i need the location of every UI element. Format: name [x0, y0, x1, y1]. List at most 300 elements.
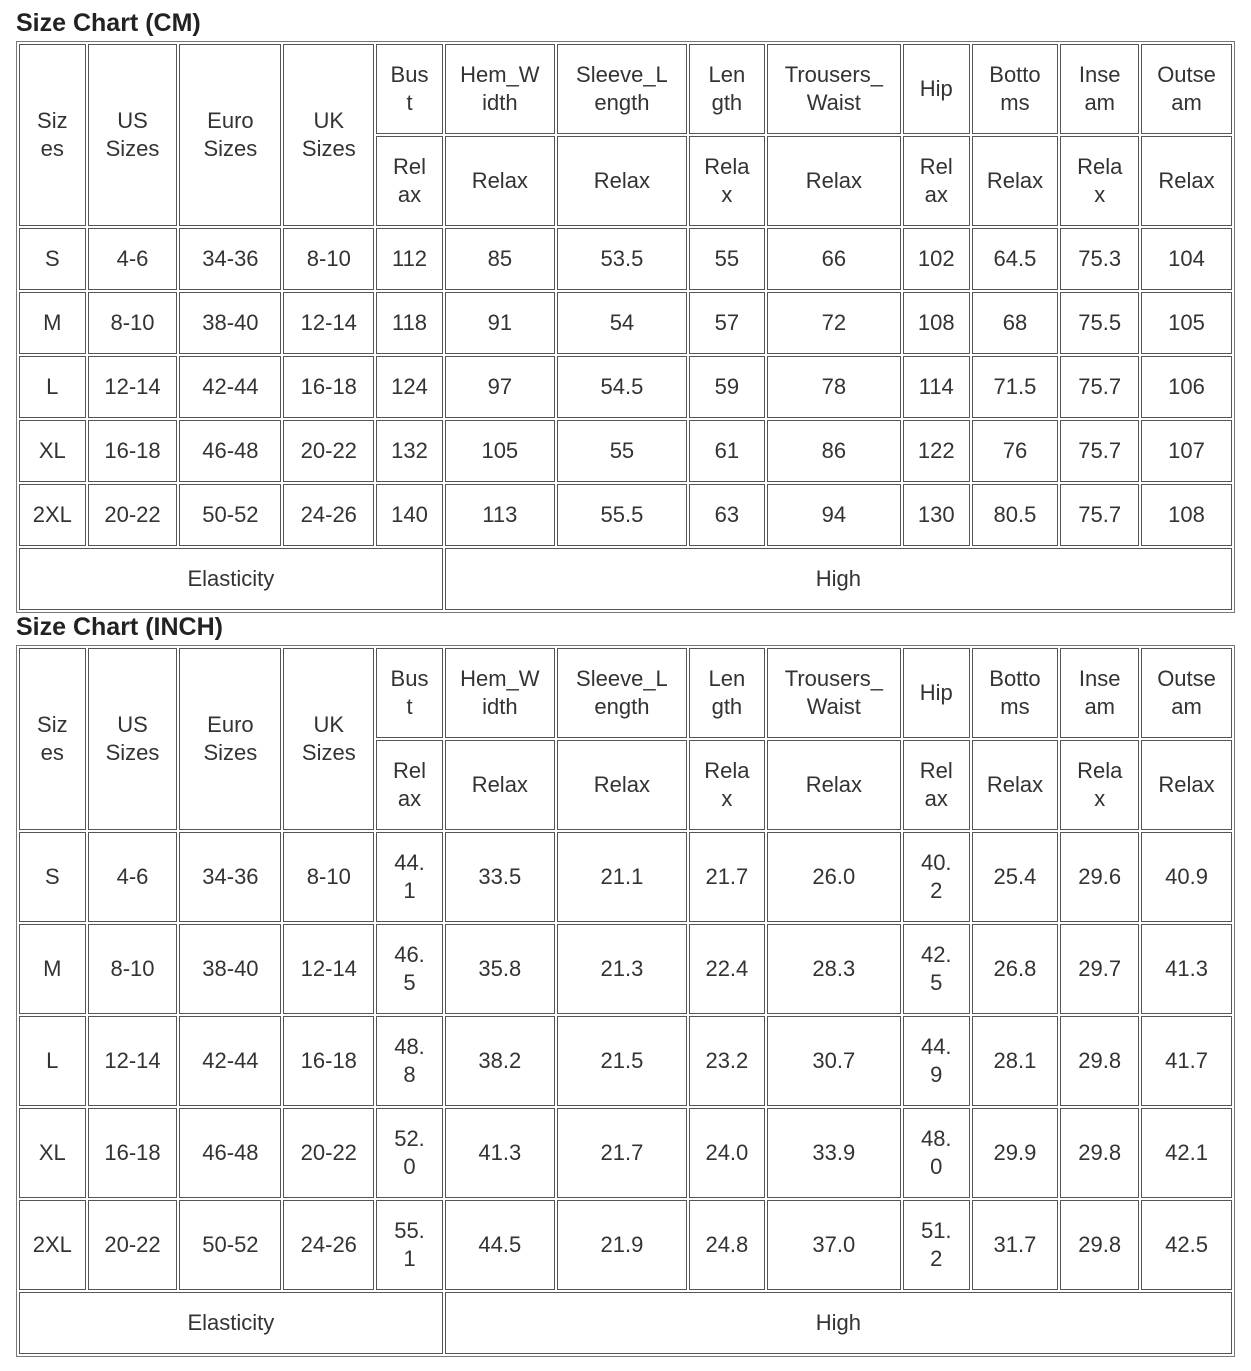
- elasticity-value: High: [445, 1292, 1232, 1354]
- table-cell: [179, 924, 281, 1014]
- table-cell: [903, 1200, 970, 1290]
- table-cell: [903, 1108, 970, 1198]
- table-cell: [445, 1108, 555, 1198]
- measure-header-text: Bus: [390, 666, 429, 691]
- table-cell: [88, 228, 178, 290]
- table-cell: [767, 420, 901, 482]
- table-cell-text: 50-52: [202, 1232, 259, 1257]
- column-header-text: US: [117, 712, 148, 737]
- table-cell-text: 35.8: [478, 956, 522, 981]
- table-cell-text: 46-48: [202, 1140, 259, 1165]
- measure-header-text: ms: [1000, 90, 1030, 115]
- table-cell-text: M: [43, 956, 62, 981]
- table-cell: [445, 292, 555, 354]
- table-cell: [88, 1200, 178, 1290]
- table-row: [19, 1108, 1232, 1198]
- table-cell: [903, 356, 970, 418]
- table-cell: [972, 356, 1059, 418]
- table-cell-text: 105: [1168, 310, 1205, 335]
- fit-header-text: x: [721, 182, 733, 207]
- table-cell: [88, 1108, 178, 1198]
- table-cell-text: 1: [403, 1246, 416, 1271]
- table-cell: [376, 1108, 443, 1198]
- table-cell: [1060, 484, 1139, 546]
- table-cell-text: 20-22: [300, 1140, 357, 1165]
- measure-header-text: am: [1171, 694, 1202, 719]
- table-cell-text: 12-14: [104, 1048, 161, 1073]
- fit-header: [689, 136, 765, 226]
- table-cell-text: 106: [1168, 374, 1205, 399]
- column-header: [179, 44, 281, 226]
- table-cell-text: 2XL: [32, 502, 72, 527]
- table-cell: [1141, 1016, 1232, 1106]
- table-cell: [283, 1200, 374, 1290]
- column-header: [88, 44, 178, 226]
- fit-header-text: ax: [397, 786, 422, 811]
- table-cell-text: 75.3: [1078, 246, 1122, 271]
- table-cell: [283, 832, 374, 922]
- fit-header: [1060, 740, 1139, 830]
- table-cell-text: 2: [930, 1246, 943, 1271]
- table-cell-text: 94: [821, 502, 847, 527]
- table-cell: [972, 1200, 1059, 1290]
- table-cell: [557, 420, 687, 482]
- measure-header-text: t: [406, 90, 413, 115]
- table-cell-text: 2: [930, 878, 943, 903]
- measure-header-text: idth: [482, 90, 518, 115]
- measure-header: [972, 44, 1059, 134]
- table-cell: [445, 420, 555, 482]
- measure-header: [972, 648, 1059, 738]
- measure-header-text: Len: [708, 666, 746, 691]
- table-cell: [1141, 832, 1232, 922]
- table-cell: [88, 292, 178, 354]
- table-cell-text: 68: [1002, 310, 1028, 335]
- fit-header-text: x: [1094, 786, 1106, 811]
- table-cell: [557, 832, 687, 922]
- table-cell: [1060, 832, 1139, 922]
- table-cell-text: 97: [487, 374, 513, 399]
- table-cell: [557, 356, 687, 418]
- table-cell-text: 46.: [394, 942, 425, 967]
- table-cell: [19, 356, 86, 418]
- table-cell-text: 118: [391, 310, 428, 335]
- table-cell: [557, 924, 687, 1014]
- measure-header: [903, 44, 970, 134]
- table-cell: [445, 1200, 555, 1290]
- measure-header-text: Sleeve_L: [576, 62, 668, 87]
- table-cell-text: 52.: [394, 1126, 425, 1151]
- table-cell: [19, 228, 86, 290]
- table-cell-text: 75.7: [1078, 502, 1122, 527]
- fit-header-text: Relax: [1158, 772, 1215, 797]
- fit-header: [767, 740, 901, 830]
- table-cell-text: 8-10: [110, 310, 155, 335]
- column-header-text: Siz: [37, 712, 68, 737]
- measure-header: [557, 44, 687, 134]
- measure-header-text: Inse: [1078, 62, 1121, 87]
- fit-header: [445, 136, 555, 226]
- table-cell: [903, 832, 970, 922]
- table-cell-text: 107: [1168, 438, 1205, 463]
- table-cell: [557, 1200, 687, 1290]
- table-cell-text: 40.: [920, 850, 952, 875]
- table-cell-text: 64.5: [993, 246, 1037, 271]
- fit-header-text: Relax: [805, 772, 862, 797]
- table-cell: [1060, 292, 1139, 354]
- fit-header: [972, 136, 1059, 226]
- table-cell-text: 24.0: [705, 1140, 749, 1165]
- table-cell-text: 41.3: [1165, 956, 1208, 981]
- table-cell: [1060, 924, 1139, 1014]
- measure-header-text: Trousers_: [784, 666, 883, 691]
- table-cell: [767, 292, 901, 354]
- table-cell: [376, 832, 443, 922]
- column-header-text: Siz: [37, 108, 68, 133]
- fit-header-text: Relax: [986, 772, 1044, 797]
- measure-header-text: Waist: [806, 694, 861, 719]
- table-cell-text: M: [43, 310, 62, 335]
- measure-header: [1060, 648, 1139, 738]
- fit-header-text: Relax: [986, 168, 1044, 193]
- measure-header: [376, 648, 443, 738]
- measure-header-text: ms: [1000, 694, 1030, 719]
- table-cell-text: 37.0: [812, 1232, 856, 1257]
- measure-header: [767, 44, 901, 134]
- table-cell: [767, 484, 901, 546]
- fit-header-text: Rela: [704, 154, 750, 179]
- table-cell-text: 46-48: [202, 438, 259, 463]
- table-cell-text: 108: [1168, 502, 1205, 527]
- table-cell: [767, 832, 901, 922]
- table-cell-text: 55.5: [600, 502, 644, 527]
- table-cell-text: 59: [714, 374, 740, 399]
- table-cell-text: 108: [917, 310, 955, 335]
- table-cell-text: 113: [482, 502, 518, 527]
- table-cell: [767, 924, 901, 1014]
- table-cell-text: 122: [917, 438, 955, 463]
- table-cell-text: 5: [930, 970, 943, 995]
- table-cell: [283, 228, 374, 290]
- table-cell: [557, 228, 687, 290]
- table-row: [19, 832, 1232, 922]
- column-header: [19, 648, 86, 830]
- table-cell-text: 72: [821, 310, 847, 335]
- header-row: [19, 648, 1232, 738]
- table-cell: [689, 356, 765, 418]
- column-header-text: Sizes: [301, 740, 356, 765]
- table-cell-text: 24.8: [705, 1232, 749, 1257]
- table-cell: [376, 1200, 443, 1290]
- table-cell-text: 22.4: [705, 956, 749, 981]
- table-cell: [1141, 292, 1232, 354]
- fit-header-text: Relax: [471, 772, 528, 797]
- table-cell: [179, 1200, 281, 1290]
- table-cell-text: 114: [918, 374, 954, 399]
- table-cell: [88, 356, 178, 418]
- table-cell: [689, 1016, 765, 1106]
- table-cell-text: 44.5: [478, 1232, 522, 1257]
- measure-header: [689, 44, 765, 134]
- fit-header-text: Rel: [919, 758, 953, 783]
- fit-header-text: ax: [924, 786, 948, 811]
- fit-header-text: ax: [397, 182, 422, 207]
- table-cell: [972, 924, 1059, 1014]
- table-cell: [972, 484, 1059, 546]
- measure-header-text: ength: [594, 90, 650, 115]
- table-cell-text: 130: [917, 502, 955, 527]
- table-cell-text: 71.5: [993, 374, 1037, 399]
- table-cell: [283, 356, 374, 418]
- table-cell-text: 55: [609, 438, 635, 463]
- table-cell: [689, 420, 765, 482]
- elasticity-row: [19, 1292, 1232, 1354]
- table-cell-text: 42-44: [202, 374, 259, 399]
- measure-header: [445, 648, 555, 738]
- table-cell-text: 21.9: [600, 1232, 644, 1257]
- table-cell-text: 8-10: [110, 956, 155, 981]
- fit-header: [557, 740, 687, 830]
- table-cell-text: 21.7: [600, 1140, 644, 1165]
- measure-header: [1141, 44, 1232, 134]
- table-cell-text: 112: [391, 246, 428, 271]
- table-cell: [972, 1108, 1059, 1198]
- table-cell-text: 54.5: [600, 374, 644, 399]
- table-cell-text: 55: [714, 246, 740, 271]
- table-cell: [1141, 924, 1232, 1014]
- measure-header-text: am: [1171, 90, 1202, 115]
- fit-header-text: Relax: [1158, 168, 1215, 193]
- table-cell-text: 140: [391, 502, 428, 527]
- column-header-text: US: [117, 108, 148, 133]
- table-row: [19, 228, 1232, 290]
- table-cell-text: 76: [1002, 438, 1028, 463]
- measure-header: [376, 44, 443, 134]
- table-cell-text: S: [44, 246, 60, 271]
- fit-header: [903, 136, 970, 226]
- table-cell-text: 9: [930, 1062, 943, 1087]
- table-cell-text: 29.8: [1078, 1232, 1122, 1257]
- fit-header: [689, 740, 765, 830]
- table-cell: [88, 832, 178, 922]
- table-cell: [19, 484, 86, 546]
- table-cell: [557, 1016, 687, 1106]
- table-cell-text: XL: [38, 438, 66, 463]
- table-cell: [689, 484, 765, 546]
- fit-header: [1060, 136, 1139, 226]
- table-row: [19, 924, 1232, 1014]
- table-cell: [903, 420, 970, 482]
- table-cell-text: 16-18: [104, 1140, 161, 1165]
- table-cell: [767, 1108, 901, 1198]
- table-cell-text: 30.7: [812, 1048, 856, 1073]
- fit-header-text: Rela: [704, 758, 750, 783]
- table-cell-text: 53.5: [600, 246, 644, 271]
- fit-header-text: Rel: [393, 154, 427, 179]
- measure-header-text: Len: [708, 62, 746, 87]
- table-cell-text: 54: [609, 310, 635, 335]
- fit-header-text: Relax: [593, 772, 651, 797]
- table-cell: [283, 292, 374, 354]
- column-header-text: Sizes: [203, 136, 258, 161]
- elasticity-label: Elasticity: [19, 548, 443, 610]
- table-cell: [445, 484, 555, 546]
- measure-header-text: gth: [711, 90, 743, 115]
- table-cell: [903, 228, 970, 290]
- table-cell-text: 24-26: [300, 502, 357, 527]
- table-cell-text: 21.3: [600, 956, 644, 981]
- fit-header: [903, 740, 970, 830]
- table-cell-text: 28.1: [993, 1048, 1037, 1073]
- table-cell-text: 8-10: [306, 246, 351, 271]
- table-cell: [689, 832, 765, 922]
- measure-header-text: idth: [482, 694, 518, 719]
- table-cell: [903, 292, 970, 354]
- table-cell-text: 28.3: [812, 956, 856, 981]
- measure-header-text: gth: [711, 694, 743, 719]
- table-cell: [376, 356, 443, 418]
- table-cell: [972, 1016, 1059, 1106]
- table-cell: [1141, 420, 1232, 482]
- table-cell-text: 20-22: [300, 438, 357, 463]
- table-cell: [179, 292, 281, 354]
- table-cell: [376, 228, 443, 290]
- table-cell-text: 61: [714, 438, 740, 463]
- table-cell: [376, 484, 443, 546]
- column-header: [179, 648, 281, 830]
- table-cell: [903, 924, 970, 1014]
- table-cell-text: 16-18: [300, 374, 357, 399]
- column-header-text: Sizes: [301, 136, 356, 161]
- table-cell-text: 75.7: [1078, 374, 1122, 399]
- size-chart-inch-table: [16, 645, 1235, 1357]
- table-cell-text: 48.: [394, 1034, 425, 1059]
- table-row: [19, 420, 1232, 482]
- table-cell-text: XL: [38, 1140, 66, 1165]
- table-cell: [689, 292, 765, 354]
- table-cell-text: 23.2: [705, 1048, 749, 1073]
- table-cell: [376, 924, 443, 1014]
- elasticity-row: [19, 548, 1232, 610]
- table-cell: [445, 228, 555, 290]
- table-cell: [88, 924, 178, 1014]
- table-cell-text: 0: [930, 1154, 943, 1179]
- fit-header-text: x: [1094, 182, 1106, 207]
- column-header: [283, 648, 374, 830]
- table-cell-text: 1: [403, 878, 416, 903]
- table-cell: [376, 420, 443, 482]
- measure-header-text: ength: [594, 694, 650, 719]
- table-cell: [689, 1200, 765, 1290]
- table-cell-text: 16-18: [300, 1048, 357, 1073]
- table-cell-text: 124: [391, 374, 428, 399]
- measure-header-text: Hem_W: [460, 62, 540, 87]
- table-cell: [1060, 356, 1139, 418]
- table-cell: [445, 356, 555, 418]
- fit-header-text: Relax: [805, 168, 862, 193]
- table-cell-text: 66: [821, 246, 847, 271]
- table-cell-text: 78: [821, 374, 847, 399]
- measure-header: [557, 648, 687, 738]
- table-cell: [179, 356, 281, 418]
- table-cell: [1060, 1200, 1139, 1290]
- table-cell: [19, 924, 86, 1014]
- measure-header: [689, 648, 765, 738]
- column-header: [283, 44, 374, 226]
- column-header-text: es: [40, 136, 64, 161]
- table-cell-text: 40.9: [1165, 864, 1208, 889]
- measure-header: [1060, 44, 1139, 134]
- table-cell-text: 8: [403, 1062, 416, 1087]
- fit-header: [1141, 136, 1232, 226]
- table-cell-text: 105: [481, 438, 519, 463]
- column-header-text: Euro: [207, 108, 254, 133]
- table-cell: [903, 484, 970, 546]
- table-cell: [19, 1108, 86, 1198]
- fit-header-text: Rel: [393, 758, 427, 783]
- table-cell: [1060, 420, 1139, 482]
- header-row: [19, 44, 1232, 134]
- table-cell: [557, 1108, 687, 1198]
- table-cell-text: 41.7: [1165, 1048, 1208, 1073]
- table-cell: [19, 420, 86, 482]
- table-cell-text: 33.5: [478, 864, 522, 889]
- column-header: [19, 44, 86, 226]
- table-cell-text: 132: [391, 438, 428, 463]
- table-cell-text: 50-52: [202, 502, 259, 527]
- table-cell-text: 38-40: [202, 310, 259, 335]
- column-header-text: Sizes: [105, 740, 160, 765]
- table-cell-text: 91: [487, 310, 513, 335]
- table-cell: [445, 1016, 555, 1106]
- table-cell-text: 25.4: [993, 864, 1037, 889]
- measure-header-text: am: [1084, 694, 1115, 719]
- table-cell: [767, 1200, 901, 1290]
- table-cell-text: 2XL: [32, 1232, 72, 1257]
- measure-header-text: t: [406, 694, 413, 719]
- table-cell-text: 29.8: [1078, 1140, 1122, 1165]
- fit-header-text: Rela: [1077, 154, 1123, 179]
- table-cell-text: 63: [714, 502, 740, 527]
- fit-header-text: ax: [924, 182, 948, 207]
- column-header-text: UK: [313, 108, 345, 133]
- table-cell: [179, 1016, 281, 1106]
- measure-header-text: Botto: [989, 62, 1041, 87]
- table-cell-text: 42-44: [202, 1048, 259, 1073]
- table-cell-text: 42.: [920, 942, 952, 967]
- table-cell: [767, 1016, 901, 1106]
- table-cell-text: 31.7: [993, 1232, 1037, 1257]
- table-cell-text: 55.: [394, 1218, 425, 1243]
- table-cell-text: 12-14: [104, 374, 161, 399]
- table-cell: [88, 420, 178, 482]
- measure-header-text: Outse: [1157, 666, 1216, 691]
- table-cell: [376, 292, 443, 354]
- table-cell-text: 16-18: [104, 438, 161, 463]
- table-cell-text: 34-36: [202, 246, 259, 271]
- table-cell-text: S: [44, 864, 60, 889]
- measure-header-text: Sleeve_L: [576, 666, 668, 691]
- table-cell-text: 85: [487, 246, 513, 271]
- table-row: [19, 356, 1232, 418]
- column-header-text: Sizes: [105, 136, 160, 161]
- column-header-text: UK: [313, 712, 345, 737]
- table-cell-text: 21.5: [600, 1048, 644, 1073]
- table-cell-text: 12-14: [300, 310, 357, 335]
- table-cell: [557, 484, 687, 546]
- table-cell: [88, 1016, 178, 1106]
- table-cell: [19, 1200, 86, 1290]
